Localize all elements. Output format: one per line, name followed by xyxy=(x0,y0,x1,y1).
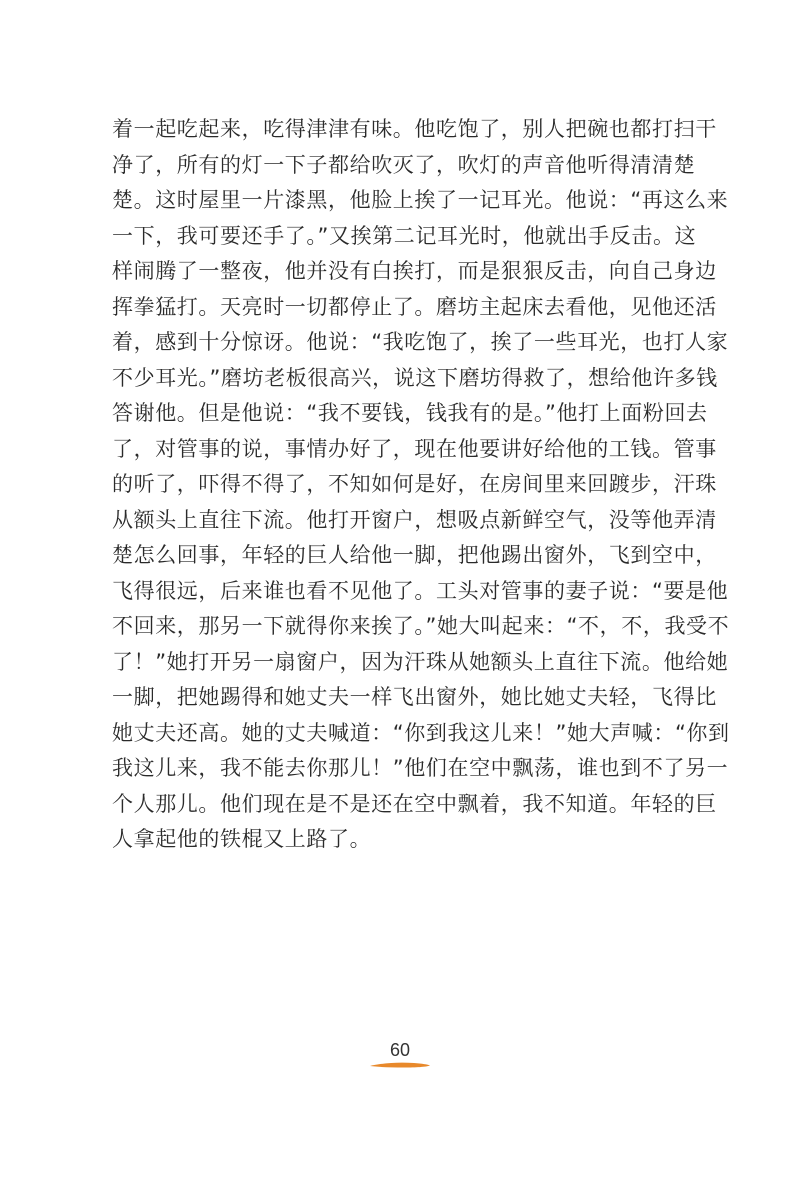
text-line: 楚。这时屋里一片漆黑，他脸上挨了一记耳光。他说：“再这么来 xyxy=(112,188,729,212)
text-line: 一下，我可要还手了。”又挨第二记耳光时，他就出手反击。这 xyxy=(112,223,697,248)
text-line: 不少耳光。”磨坊老板很高兴，说这下磨坊得救了，想给他许多钱 xyxy=(112,365,718,390)
page-footer xyxy=(360,1038,440,1078)
text-line: 着一起吃起来，吃得津津有味。他吃饱了，别人把碗也都打扫干 xyxy=(112,117,717,141)
text-line: 从额头上直往下流。他打开窗户，想吸点新鲜空气，没等他弄清 xyxy=(112,507,717,532)
text-line: 楚怎么回事，年轻的巨人给他一脚，把他踢出窗外，飞到空中， xyxy=(112,543,717,567)
text-line: 她丈夫还高。她的丈夫喊道：“你到我这儿来！”她大声喊：“你到 xyxy=(112,720,730,745)
body-text xyxy=(112,112,730,858)
text-line: 挥拳猛打。天亮时一切都停止了。磨坊主起床去看他，见他还活 xyxy=(112,294,717,319)
text-line: 一脚，把她踢得和她丈夫一样飞出窗外，她比她丈夫轻，飞得比 xyxy=(112,685,717,709)
text-line: 个人那儿。他们现在是不是还在空中飘着，我不知道。年轻的巨 xyxy=(112,791,717,816)
text-line: 不回来，那另一下就得你来挨了。”她大叫起来：“不，不，我受不 xyxy=(112,614,730,638)
text-line: 了！”她打开另一扇窗户，因为汗珠从她额头上直往下流。他给她 xyxy=(112,649,729,674)
text-line: 净了，所有的灯一下子都给吹灭了，吹灯的声音他听得清清楚 xyxy=(112,152,696,177)
text-line: 我这儿来，我不能去你那儿！”他们在空中飘荡，谁也到不了另一 xyxy=(112,756,729,780)
text-line: 答谢他。但是他说：“我不要钱，钱我有的是。”他打上面粉回去 xyxy=(112,401,708,425)
page-number: 60 xyxy=(389,1040,411,1060)
text-line: 样闹腾了一整夜，他并没有白挨打，而是狠狠反击，向自己身边 xyxy=(112,259,717,283)
text-line: 了，对管事的说，事情办好了，现在他要讲好给他的工钱。管事 xyxy=(112,436,717,461)
page-number-underline xyxy=(368,1060,432,1070)
text-line: 飞得很远，后来谁也看不见他了。工头对管事的妻子说：“要是他 xyxy=(112,578,729,603)
text-line: 着，感到十分惊讶。他说：“我吃饱了，挨了一些耳光，也打人家 xyxy=(112,330,729,354)
text-line: 人拿起他的铁棍又上路了。 xyxy=(112,827,372,851)
text-line: 的听了，吓得不得了，不知如何是好，在房间里来回踱步，汗珠 xyxy=(112,472,717,496)
